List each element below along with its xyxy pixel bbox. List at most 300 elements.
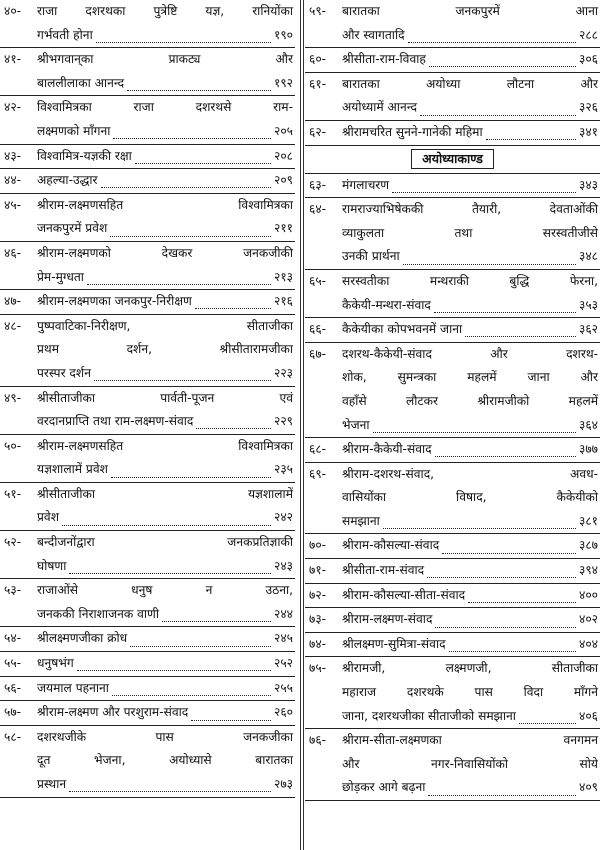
entry-title-line: श्रीराम-लक्ष्मणसहित विश्वामित्रका bbox=[37, 197, 293, 212]
toc-right-column bbox=[305, 0, 600, 801]
entry-title-text: बाललीलाका आनन्द bbox=[37, 75, 125, 90]
entry-number: ६४- bbox=[309, 202, 327, 217]
toc-line bbox=[0, 242, 295, 266]
dot-leader bbox=[195, 294, 271, 309]
toc-line bbox=[0, 290, 295, 314]
dot-leader bbox=[434, 298, 576, 313]
toc-line bbox=[0, 169, 295, 193]
page-number: ३७७ bbox=[578, 442, 598, 457]
toc-entry bbox=[0, 701, 295, 726]
page-number: ४०४ bbox=[578, 636, 598, 651]
page-number: २१३ bbox=[273, 269, 293, 284]
dot-leader bbox=[96, 28, 271, 43]
entry-title-line: प्रथम दर्शन, श्रीसीतारामजीका bbox=[37, 342, 293, 357]
page-number: ३९४ bbox=[578, 563, 598, 578]
dot-leader bbox=[435, 442, 576, 457]
entry-title-line: रामराज्याभिषेककी तैयारी, देवताओंकी bbox=[342, 202, 598, 217]
toc-line bbox=[305, 294, 600, 318]
toc-entry bbox=[0, 194, 295, 242]
toc-entry bbox=[0, 242, 295, 290]
entry-title-last bbox=[342, 121, 598, 145]
column-divider bbox=[303, 0, 304, 850]
toc-line bbox=[0, 387, 295, 411]
toc-entry bbox=[305, 559, 600, 584]
entry-number: ५६- bbox=[4, 680, 22, 695]
entry-title-last bbox=[37, 701, 293, 725]
toc-line bbox=[305, 48, 600, 72]
entry-title-text: जनकपुरमें प्रवेश bbox=[37, 221, 108, 236]
entry-title-last bbox=[37, 458, 293, 482]
toc-left-column bbox=[0, 0, 295, 798]
dot-leader bbox=[373, 418, 576, 433]
entry-number: ५०- bbox=[4, 438, 22, 453]
dot-leader bbox=[468, 588, 576, 603]
entry-title-text: समझाना bbox=[342, 513, 380, 528]
entry-title-line: राजाओंसे धनुष न उठना, bbox=[37, 583, 293, 598]
toc-line bbox=[0, 194, 295, 218]
entry-title-line: श्रीरामजी, लक्ष्मणजी, सीताजीका bbox=[342, 661, 598, 676]
toc-line bbox=[305, 270, 600, 294]
entry-title-last bbox=[342, 438, 598, 462]
toc-line bbox=[0, 410, 295, 434]
toc-entry bbox=[0, 627, 295, 652]
page-number: २११ bbox=[273, 221, 293, 236]
entry-title-last bbox=[37, 773, 293, 797]
entry-title-text: और स्वागतादि bbox=[342, 27, 405, 42]
dot-leader bbox=[69, 777, 271, 792]
toc-line bbox=[305, 559, 600, 583]
page-number: ३४८ bbox=[578, 249, 598, 264]
dot-leader bbox=[87, 270, 271, 285]
toc-line bbox=[0, 120, 295, 144]
entry-title-last bbox=[342, 559, 598, 583]
toc-line bbox=[0, 531, 295, 555]
page-number: १९० bbox=[273, 27, 293, 42]
entry-number: ६८- bbox=[309, 442, 327, 457]
toc-line bbox=[305, 608, 600, 632]
page-number: ३५३ bbox=[578, 297, 598, 312]
toc-entry bbox=[305, 534, 600, 559]
dot-leader bbox=[486, 125, 576, 140]
entry-title-text: लक्ष्मणको माँगना bbox=[37, 123, 111, 138]
toc-line bbox=[305, 633, 600, 657]
toc-entry bbox=[0, 290, 295, 315]
toc-line bbox=[305, 753, 600, 777]
toc-line bbox=[0, 627, 295, 651]
page-number: ४०० bbox=[578, 587, 598, 602]
entry-number: ५८- bbox=[4, 729, 22, 744]
dot-leader bbox=[392, 178, 576, 193]
dot-leader bbox=[113, 124, 271, 139]
entry-number: ५२- bbox=[4, 535, 22, 550]
toc-line bbox=[305, 121, 600, 145]
toc-line bbox=[305, 0, 600, 24]
entry-title-last bbox=[342, 96, 598, 120]
toc-entry bbox=[0, 387, 295, 435]
entry-title-line: बारातका अयोध्या लौटना और bbox=[342, 76, 598, 91]
entry-title-text: प्रवेश bbox=[37, 510, 59, 525]
section-heading: अयोध्याकाण्ड bbox=[411, 149, 494, 169]
entry-number: ५४- bbox=[4, 631, 22, 646]
entry-title-last bbox=[342, 414, 598, 438]
toc-entry bbox=[305, 608, 600, 633]
dot-leader bbox=[110, 222, 271, 237]
page-number: ४०६ bbox=[578, 708, 598, 723]
entry-number: ६२- bbox=[309, 124, 327, 139]
page-number: २५२ bbox=[273, 656, 293, 671]
dot-leader bbox=[77, 656, 271, 671]
toc-entry bbox=[305, 633, 600, 658]
entry-title-line: विश्वामित्रका राजा दशरथसे राम- bbox=[37, 100, 293, 115]
entry-title-line: सरस्वतीका मन्थराकी बुद्धि फेरना, bbox=[342, 273, 598, 288]
toc-line bbox=[0, 701, 295, 725]
entry-number: ४७- bbox=[4, 294, 22, 309]
entry-number: ६७- bbox=[309, 346, 327, 361]
toc-line bbox=[305, 681, 600, 705]
entry-title-last bbox=[37, 72, 293, 96]
page-number: ३८७ bbox=[578, 538, 598, 553]
entry-title-last bbox=[37, 677, 293, 701]
dot-leader bbox=[196, 414, 271, 429]
dot-leader bbox=[135, 149, 271, 164]
entry-title-text: अहल्या-उद्धार bbox=[37, 173, 98, 188]
toc-line bbox=[0, 217, 295, 241]
toc-line bbox=[305, 222, 600, 246]
entry-number: ७६- bbox=[309, 733, 327, 748]
entry-title-text: श्रीसीता-राम-विवाह bbox=[342, 52, 426, 67]
toc-entry bbox=[305, 73, 600, 121]
toc-entry bbox=[0, 435, 295, 483]
toc-line bbox=[305, 343, 600, 367]
entry-number: ४८- bbox=[4, 318, 22, 333]
entry-title-line: श्रीराम-सीता-लक्ष्मणका वनगमन bbox=[342, 733, 598, 748]
entry-title-last bbox=[342, 48, 598, 72]
toc-line bbox=[305, 24, 600, 48]
toc-line bbox=[0, 315, 295, 339]
entry-title-text: छोड़कर आगे बढ़ना bbox=[342, 780, 426, 795]
toc-line bbox=[0, 96, 295, 120]
entry-title-text: श्रीराम-कौसल्या-सीता-संवाद bbox=[342, 587, 466, 602]
toc-entry bbox=[305, 463, 600, 535]
entry-number: ४१- bbox=[4, 52, 22, 67]
dot-leader bbox=[435, 613, 576, 628]
entry-number: ७५- bbox=[309, 661, 327, 676]
column-divider bbox=[300, 0, 301, 850]
entry-title-last bbox=[37, 120, 293, 144]
entry-title-line: महाराज दशरथके पास विदा माँगने bbox=[342, 685, 598, 700]
toc-entry bbox=[0, 483, 295, 531]
toc-line bbox=[305, 776, 600, 800]
toc-line bbox=[305, 390, 600, 414]
entry-number: ६०- bbox=[309, 52, 327, 67]
dot-leader bbox=[408, 28, 576, 43]
entry-title-line: व्याकुलता तथा सरस्वतीजीसे bbox=[342, 225, 598, 240]
toc-line bbox=[0, 579, 295, 603]
entry-title-line: श्रीराम-लक्ष्मणको देखकर जनकजीकी bbox=[37, 245, 293, 260]
entry-title-last bbox=[342, 174, 598, 198]
dot-leader bbox=[69, 559, 271, 574]
page-number: ३६४ bbox=[578, 417, 598, 432]
entry-title-last bbox=[37, 145, 293, 169]
entry-title-line: दशरथजीके पास जनकजीका bbox=[37, 729, 293, 744]
toc-line bbox=[305, 96, 600, 120]
entry-title-line: शोक, सुमन्त्रका महलमें जाना और bbox=[342, 370, 598, 385]
toc-line bbox=[305, 438, 600, 462]
entry-number: ७२- bbox=[309, 587, 327, 602]
toc-entry bbox=[0, 96, 295, 144]
page-number: २१६ bbox=[273, 294, 293, 309]
entry-title-line: बन्दीजनोंद्वारा जनकप्रतिज्ञाकी bbox=[37, 535, 293, 550]
entry-title-last bbox=[37, 603, 293, 627]
entry-title-line: श्रीसीताजीका यज्ञशालामें bbox=[37, 486, 293, 501]
toc-entry bbox=[305, 121, 600, 146]
dot-leader bbox=[420, 101, 576, 116]
page-number: २०८ bbox=[273, 148, 293, 163]
entry-title-text: विश्वामित्र-यज्ञकी रक्षा bbox=[37, 148, 132, 163]
entry-number: ५३- bbox=[4, 583, 22, 598]
toc-line bbox=[0, 726, 295, 750]
toc-line bbox=[305, 198, 600, 222]
page-number: २४३ bbox=[273, 558, 293, 573]
entry-title-last bbox=[37, 290, 293, 314]
toc-entry bbox=[305, 174, 600, 199]
toc-line bbox=[0, 749, 295, 773]
entry-title-last bbox=[342, 510, 598, 534]
dot-leader bbox=[519, 709, 576, 724]
toc-entry bbox=[0, 48, 295, 96]
toc-entry bbox=[305, 270, 600, 318]
entry-title-line: दशरथ-कैकेयी-संवाद और दशरथ- bbox=[342, 346, 598, 361]
toc-line bbox=[0, 506, 295, 530]
entry-number: ६९- bbox=[309, 466, 327, 481]
page-number: ४०९ bbox=[578, 780, 598, 795]
toc-entry bbox=[0, 579, 295, 627]
toc-line bbox=[0, 0, 295, 24]
entry-title-line: राजा दशरथका पुत्रेष्टि यज्ञ, रानियोंका bbox=[37, 4, 293, 18]
toc-line bbox=[0, 603, 295, 627]
entry-title-text: भेजना bbox=[342, 417, 370, 432]
entry-title-last bbox=[342, 633, 598, 657]
toc-entry bbox=[305, 729, 600, 801]
dot-leader bbox=[403, 250, 576, 265]
toc-line bbox=[0, 773, 295, 797]
page-number: २२३ bbox=[273, 365, 293, 380]
toc-line bbox=[305, 366, 600, 390]
toc-entry bbox=[305, 48, 600, 73]
entry-title-text: यज्ञशालामें प्रवेश bbox=[37, 462, 108, 477]
dot-leader bbox=[427, 563, 576, 578]
dot-leader bbox=[465, 322, 576, 337]
entry-number: ४३- bbox=[4, 148, 22, 163]
entry-title-text: श्रीसीता-राम-संवाद bbox=[342, 563, 425, 578]
entry-number: ७४- bbox=[309, 636, 327, 651]
page-number: ३४३ bbox=[578, 177, 598, 192]
toc-line bbox=[305, 174, 600, 198]
toc-line bbox=[0, 458, 295, 482]
toc-line bbox=[305, 73, 600, 97]
dot-leader bbox=[442, 539, 576, 554]
entry-title-text: परस्पर दर्शन bbox=[37, 365, 91, 380]
toc-line bbox=[305, 318, 600, 342]
entry-number: ४२- bbox=[4, 100, 22, 115]
toc-line bbox=[305, 245, 600, 269]
dot-leader bbox=[111, 463, 271, 478]
entry-title-text: अयोध्यामें आनन्द bbox=[342, 100, 417, 115]
dot-leader bbox=[130, 632, 271, 647]
page-number: २०५ bbox=[273, 123, 293, 138]
toc-entry bbox=[0, 169, 295, 194]
entry-title-last bbox=[342, 705, 598, 729]
page-number: ३०६ bbox=[578, 52, 598, 67]
entry-title-text: श्रीलक्ष्मण-सुमित्रा-संवाद bbox=[342, 636, 446, 651]
entry-title-text: वरदानप्राप्ति तथा राम-लक्ष्मण-संवाद bbox=[37, 414, 194, 429]
toc-entry bbox=[0, 315, 295, 387]
entry-title-text: श्रीराम-कौसल्या-संवाद bbox=[342, 538, 440, 553]
dot-leader bbox=[383, 514, 576, 529]
toc-line bbox=[305, 510, 600, 534]
toc-line bbox=[305, 705, 600, 729]
entry-title-text: जाना, दशरथजीका सीताजीको समझाना bbox=[342, 708, 516, 723]
page-number: २४२ bbox=[273, 510, 293, 525]
entry-number: ६१- bbox=[309, 76, 327, 91]
entry-title-last bbox=[342, 318, 598, 342]
entry-title-line: वासियोंका विषाद, कैकेयीको bbox=[342, 490, 598, 505]
entry-title-last bbox=[37, 266, 293, 290]
toc-line bbox=[0, 362, 295, 386]
toc-entry bbox=[305, 318, 600, 343]
dot-leader bbox=[162, 607, 271, 622]
entry-title-line: पुष्पवाटिका-निरीक्षण, सीताजीका bbox=[37, 318, 293, 333]
entry-number: ४६- bbox=[4, 245, 22, 260]
toc-entry bbox=[305, 343, 600, 438]
entry-title-line: श्रीराम-लक्ष्मणसहित विश्वामित्रका bbox=[37, 438, 293, 453]
entry-title-last bbox=[342, 24, 598, 48]
page-number: ३६२ bbox=[578, 322, 598, 337]
toc-entry bbox=[305, 0, 600, 48]
toc-line bbox=[0, 266, 295, 290]
entry-title-text: मंगलाचरण bbox=[342, 177, 390, 192]
entry-title-text: जनककी निराशाजनक वाणी bbox=[37, 606, 160, 621]
dot-leader bbox=[428, 781, 576, 796]
page-number: २४५ bbox=[273, 631, 293, 646]
entry-title-text: जयमाल पहनाना bbox=[37, 680, 109, 695]
entry-number: ५९- bbox=[309, 4, 327, 18]
dot-leader bbox=[101, 173, 271, 188]
dot-leader bbox=[429, 52, 576, 67]
entry-title-last bbox=[37, 24, 293, 48]
page-number: २७३ bbox=[273, 777, 293, 791]
entry-title-last bbox=[37, 169, 293, 193]
toc-line bbox=[305, 729, 600, 753]
dot-leader bbox=[94, 366, 271, 381]
entry-number: ५१- bbox=[4, 486, 22, 501]
page-number: २३५ bbox=[273, 462, 293, 477]
entry-title-text: कैकेयीका कोपभवनमें जाना bbox=[342, 322, 463, 337]
entry-title-line: वहाँसे लौटकर श्रीरामजीको महलमें bbox=[342, 393, 598, 408]
toc-entry bbox=[0, 726, 295, 798]
toc-entry bbox=[305, 657, 600, 729]
page-number: ३८१ bbox=[578, 513, 598, 528]
toc-entry bbox=[305, 584, 600, 609]
toc-entry bbox=[305, 438, 600, 463]
entry-number: ७०- bbox=[309, 538, 327, 553]
entry-title-last bbox=[37, 217, 293, 241]
entry-title-line: श्रीभगवान्‌का प्राकट्य और bbox=[37, 52, 293, 67]
entry-title-last bbox=[342, 776, 598, 800]
entry-title-text: गर्भवती होना bbox=[37, 27, 93, 42]
page-number: १९२ bbox=[273, 75, 293, 90]
entry-number: ५७- bbox=[4, 705, 22, 720]
entry-title-last bbox=[37, 362, 293, 386]
toc-line bbox=[0, 677, 295, 701]
toc-line bbox=[305, 414, 600, 438]
entry-title-line: श्रीसीताजीका पार्वती-पूजन एवं bbox=[37, 390, 293, 405]
toc-entry bbox=[0, 0, 295, 48]
entry-title-last bbox=[342, 608, 598, 632]
entry-number: ७३- bbox=[309, 612, 327, 627]
toc-line bbox=[0, 72, 295, 96]
entry-title-text: प्रेम-मुग्धता bbox=[37, 269, 84, 284]
entry-title-text: श्रीराम-लक्ष्मणका जनकपुर-निरीक्षण bbox=[37, 294, 192, 309]
toc-line bbox=[0, 338, 295, 362]
page-number: २४४ bbox=[273, 606, 293, 621]
entry-title-last bbox=[342, 294, 598, 318]
toc-line bbox=[305, 584, 600, 608]
entry-title-last bbox=[342, 534, 598, 558]
entry-title-line: बारातका जनकपुरमें आना bbox=[342, 4, 598, 18]
dot-leader bbox=[127, 76, 271, 91]
entry-number: ७१- bbox=[309, 563, 327, 578]
dot-leader bbox=[191, 706, 271, 721]
entry-title-text: कैकेयी-मन्थरा-संवाद bbox=[342, 297, 431, 312]
entry-title-text: श्रीरामचरित सुनने-गानेकी महिमा bbox=[342, 124, 483, 139]
entry-title-line: और नगर-निवासियोंको सोये bbox=[342, 756, 598, 771]
toc-line bbox=[305, 534, 600, 558]
page-number: ४०२ bbox=[578, 612, 598, 627]
section-heading-row bbox=[305, 146, 600, 174]
entry-title-text: घोषणा bbox=[37, 558, 67, 573]
entry-title-text: श्रीराम-लक्ष्मण और परशुराम-संवाद bbox=[37, 705, 189, 720]
toc-entry bbox=[305, 198, 600, 270]
entry-title-line: दूत भेजना, अयोध्यासे बारातका bbox=[37, 753, 293, 768]
entry-title-text: श्रीलक्ष्मणजीका क्रोध bbox=[37, 631, 128, 646]
toc-line bbox=[0, 652, 295, 676]
toc-entry bbox=[0, 677, 295, 702]
entry-title-text: प्रस्थान bbox=[37, 777, 67, 791]
entry-number: ५५- bbox=[4, 656, 22, 671]
toc-entry bbox=[0, 145, 295, 170]
toc-line bbox=[305, 463, 600, 487]
entry-number: ६५- bbox=[309, 273, 327, 288]
entry-number: ४०- bbox=[4, 4, 22, 18]
toc-line bbox=[305, 657, 600, 681]
entry-title-last bbox=[37, 410, 293, 434]
entry-title-text: श्रीराम-कैकेयी-संवाद bbox=[342, 442, 432, 457]
page-number: २६० bbox=[273, 705, 293, 720]
entry-number: ४९- bbox=[4, 390, 22, 405]
toc-line bbox=[0, 435, 295, 459]
entry-title-last bbox=[37, 555, 293, 579]
entry-number: ४५- bbox=[4, 197, 22, 212]
entry-title-text: धनुषभंग bbox=[37, 656, 74, 671]
toc-line bbox=[0, 145, 295, 169]
entry-number: ४४- bbox=[4, 173, 22, 188]
entry-number: ६३- bbox=[309, 177, 327, 192]
toc-line bbox=[0, 24, 295, 48]
page-number: २२९ bbox=[273, 414, 293, 429]
toc-line bbox=[305, 486, 600, 510]
entry-title-last bbox=[37, 506, 293, 530]
